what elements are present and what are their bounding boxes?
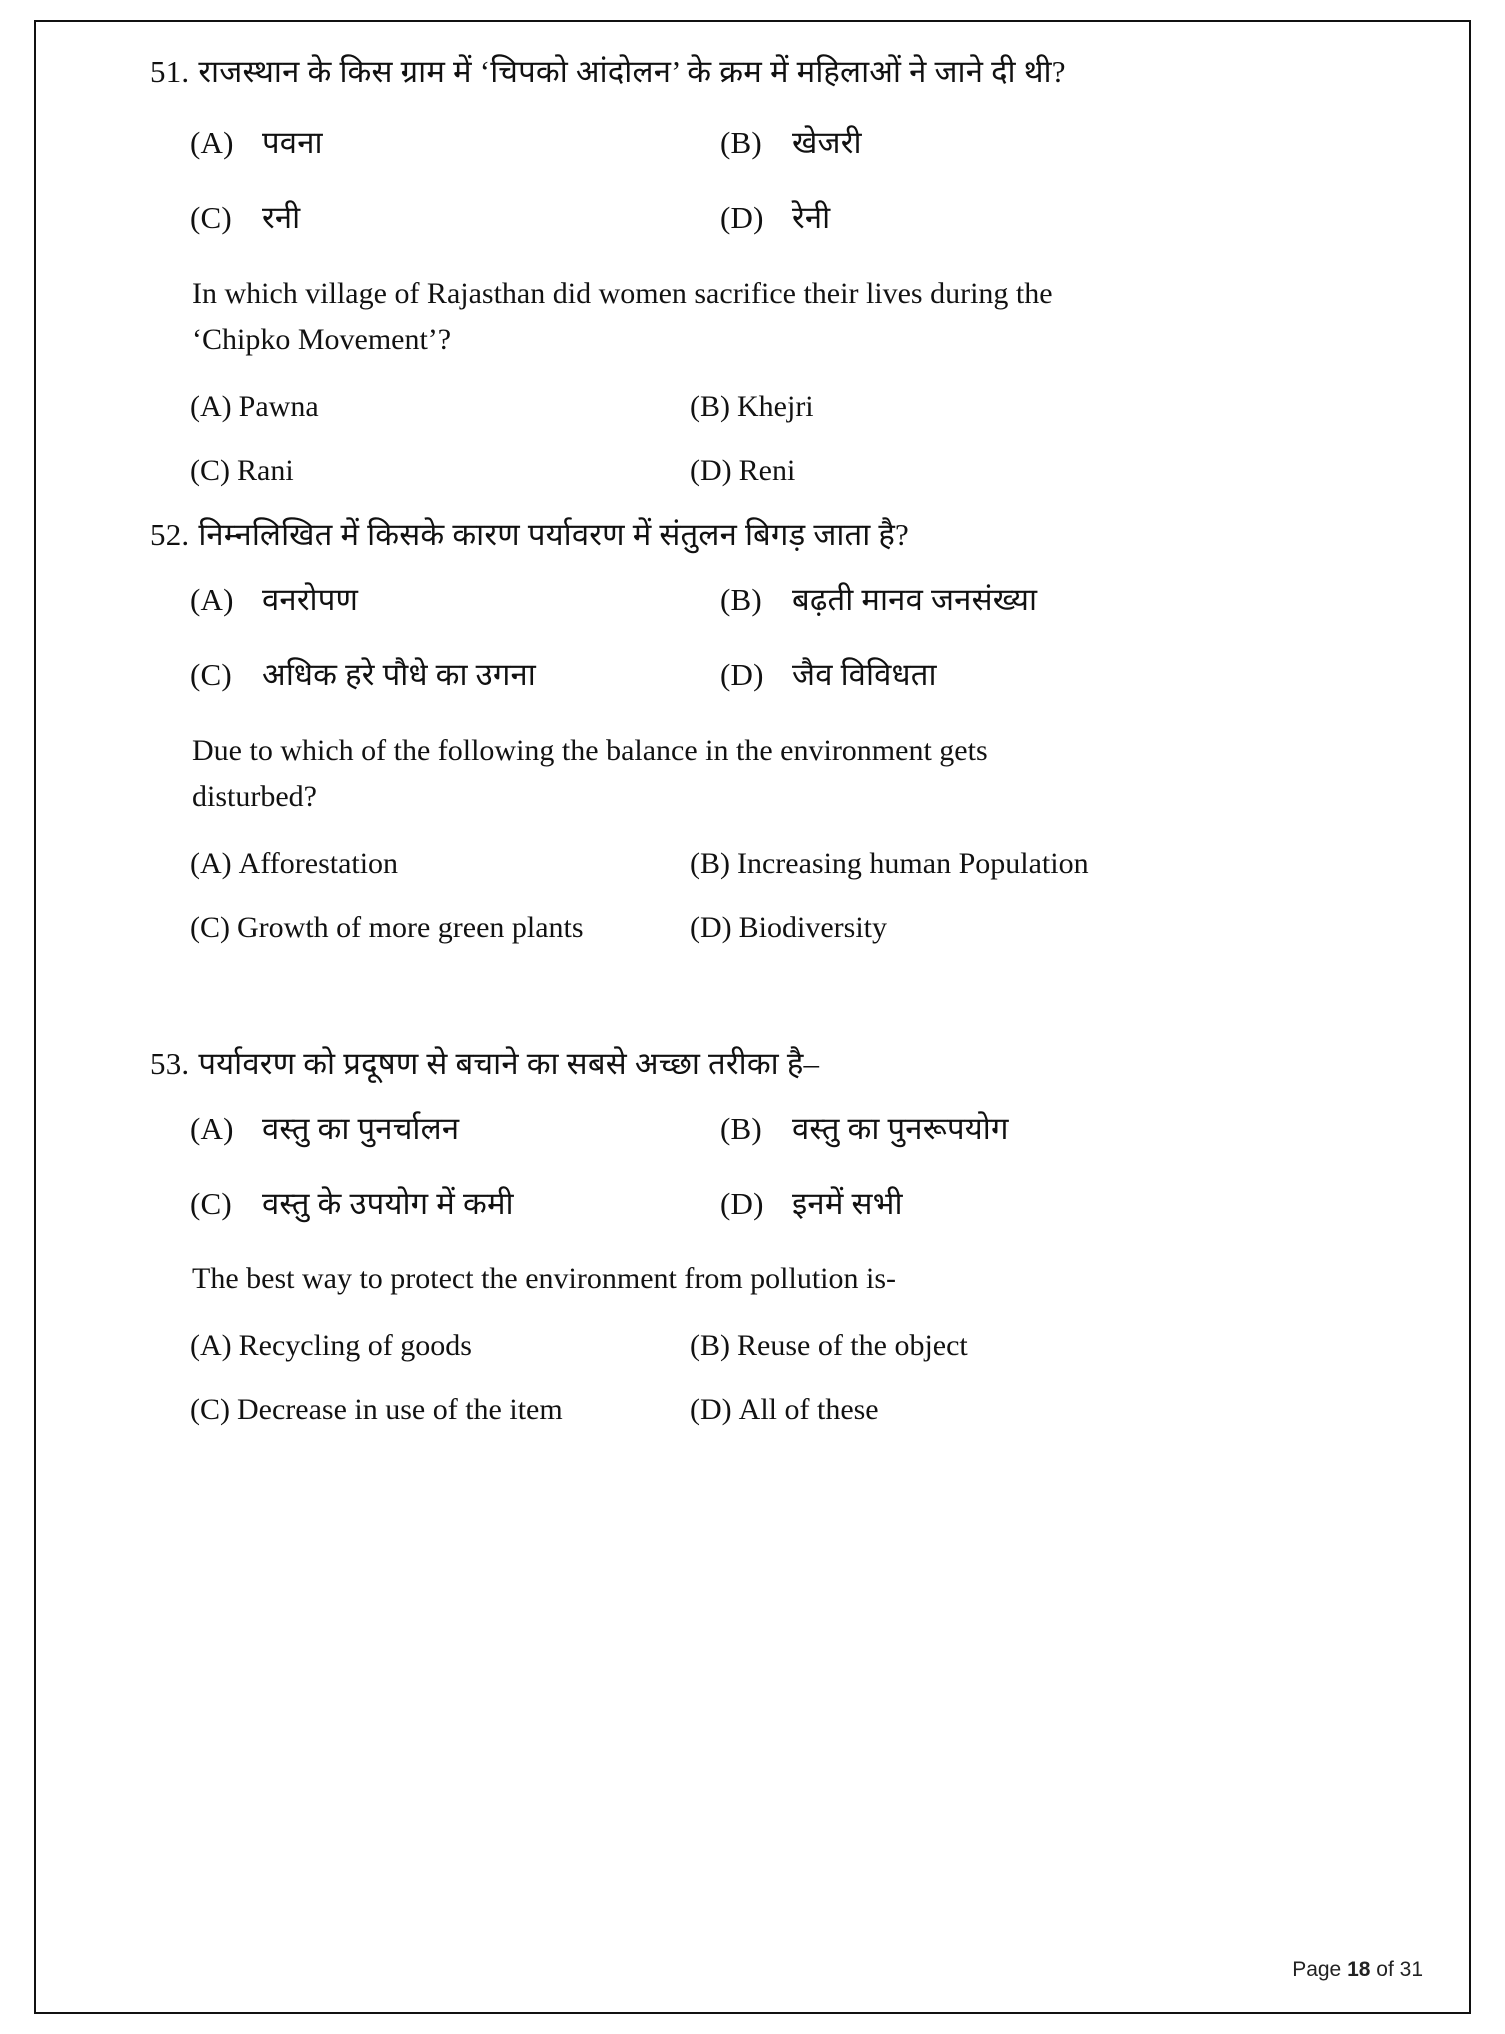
option-label-b: (B) <box>720 581 762 617</box>
option-text-a: वनरोपण <box>262 581 359 617</box>
option-text-d: इनमें सभी <box>792 1185 903 1221</box>
question-52-english-option-row-cd <box>150 905 1340 952</box>
question-53-english-option-b[interactable] <box>680 1323 1340 1370</box>
option-text-a: Recycling of goods <box>238 1328 472 1362</box>
question-53-hindi-option-b[interactable] <box>710 1107 1340 1152</box>
footer-page-number: 18 <box>1347 1958 1371 1981</box>
option-label-c: (C) <box>190 1393 230 1427</box>
question-51-hindi-option-row-ab <box>150 121 1340 166</box>
question-52-english-option-c[interactable] <box>150 905 680 952</box>
question-53-hindi-option-a[interactable] <box>150 1107 710 1152</box>
option-label-c: (C) <box>190 199 232 235</box>
option-label-d: (D) <box>720 1185 764 1221</box>
page-footer <box>1292 1958 1423 1982</box>
option-label-a: (A) <box>190 389 232 423</box>
option-label-c: (C) <box>190 1185 232 1221</box>
question-52-number: 52. <box>150 516 190 552</box>
option-text-d: Biodiversity <box>738 911 887 945</box>
option-text-a: Afforestation <box>238 846 399 880</box>
question-52-english-option-row-ab <box>150 841 1340 888</box>
footer-page-prefix: Page <box>1292 1958 1342 1981</box>
question-51-hindi-option-c[interactable] <box>150 196 710 241</box>
question-51-english-stem-line-1: In which village of Rajasthan did women sacrifice their lives during the <box>192 276 1053 310</box>
question-53-english-option-c[interactable] <box>150 1387 680 1434</box>
question-51-hindi-option-row-cd <box>150 196 1340 241</box>
option-label-d: (D) <box>690 911 732 945</box>
question-53-english-option-a[interactable] <box>150 1323 680 1370</box>
question-51-english-option-d[interactable] <box>680 448 1340 495</box>
option-label-c: (C) <box>190 911 230 945</box>
option-label-d: (D) <box>720 199 764 235</box>
question-53-hindi-option-d[interactable] <box>710 1182 1340 1227</box>
question-51-hindi-stem <box>150 50 1340 95</box>
option-text-d: रेनी <box>792 199 831 235</box>
question-53-english-option-row-cd <box>150 1387 1340 1434</box>
question-52-english-option-b[interactable] <box>680 841 1340 888</box>
question-52-english-stem <box>150 728 1212 821</box>
question-53-hindi-stem-text: पर्यावरण को प्रदूषण से बचाने का सबसे अच्छा तरीका है– <box>198 1045 820 1081</box>
option-text-c: वस्तु के उपयोग में कमी <box>262 1185 514 1221</box>
question-53-hindi-option-row-cd <box>150 1182 1340 1227</box>
question-52-english-option-d[interactable] <box>680 905 1340 952</box>
option-text-a: वस्तु का पुनर्चालन <box>262 1110 460 1146</box>
question-51-hindi-option-b[interactable] <box>710 121 1340 166</box>
option-label-b: (B) <box>720 1110 762 1146</box>
question-53-english-option-row-ab <box>150 1323 1340 1370</box>
question-52-hindi-option-c[interactable] <box>150 653 710 698</box>
question-52-hindi-option-row-cd <box>150 653 1340 698</box>
option-text-c: Rani <box>237 454 294 488</box>
question-51-english-option-row-cd <box>150 448 1340 495</box>
option-text-b: Increasing human Population <box>737 846 1089 880</box>
option-text-a: पवना <box>262 124 323 160</box>
option-text-b: खेजरी <box>792 124 862 160</box>
option-label-a: (A) <box>190 124 234 160</box>
question-51-english-option-b[interactable] <box>680 384 1340 431</box>
question-51-english-stem-line-2: ‘Chipko Movement’? <box>192 323 452 357</box>
question-block-52 <box>150 513 1340 952</box>
option-text-c: Decrease in use of the item <box>237 1393 563 1427</box>
option-text-b: Reuse of the object <box>737 1328 968 1362</box>
question-block-51 <box>150 50 1340 495</box>
question-51-english-option-a[interactable] <box>150 384 680 431</box>
question-51-english-stem <box>150 271 1212 364</box>
option-text-b: बढ़ती मानव जनसंख्या <box>792 581 1038 617</box>
question-52-hindi-stem <box>150 513 1340 558</box>
option-text-d: All of these <box>738 1393 879 1427</box>
question-51-number: 51. <box>150 54 190 89</box>
option-text-d: Reni <box>738 454 796 488</box>
question-53-hindi-option-c[interactable] <box>150 1182 710 1227</box>
question-53-hindi-stem <box>150 1042 1340 1087</box>
option-label-b: (B) <box>690 846 730 880</box>
question-52-hindi-option-a[interactable] <box>150 578 710 623</box>
option-label-d: (D) <box>690 1393 732 1427</box>
option-text-a: Pawna <box>238 389 319 423</box>
question-block-53 <box>150 1042 1340 1434</box>
option-label-a: (A) <box>190 846 232 880</box>
question-53-number: 53. <box>150 1045 190 1081</box>
footer-page-total: 31 <box>1399 1958 1423 1981</box>
question-51-hindi-option-d[interactable] <box>710 196 1340 241</box>
option-label-d: (D) <box>690 454 732 488</box>
option-label-c: (C) <box>190 656 232 692</box>
question-51-english-option-c[interactable] <box>150 448 680 495</box>
question-52-hindi-option-d[interactable] <box>710 653 1340 698</box>
page-content <box>150 50 1340 1452</box>
option-label-a: (A) <box>190 1110 234 1146</box>
question-52-english-stem-line-1: Due to which of the following the balance in the environment gets <box>192 733 988 767</box>
question-52-hindi-option-row-ab <box>150 578 1340 623</box>
option-label-b: (B) <box>690 389 730 423</box>
option-text-c: अधिक हरे पौधे का उगना <box>262 656 536 692</box>
footer-page-separator: of <box>1376 1958 1394 1981</box>
question-51-hindi-stem-text: राजस्थान के किस ग्राम में ‘चिपको आंदोलन’ के क्रम में महिलाओं ने जाने दी थी? <box>198 54 1066 89</box>
option-label-b: (B) <box>720 124 762 160</box>
question-52-hindi-option-b[interactable] <box>710 578 1340 623</box>
question-53-hindi-option-row-ab <box>150 1107 1340 1152</box>
option-text-c: रनी <box>262 199 301 235</box>
question-53-english-stem <box>150 1256 1212 1303</box>
question-53-english-option-d[interactable] <box>680 1387 1340 1434</box>
option-text-b: वस्तु का पुनरूपयोग <box>792 1110 1009 1146</box>
option-text-b: Khejri <box>737 389 814 423</box>
option-label-c: (C) <box>190 454 230 488</box>
question-51-hindi-option-a[interactable] <box>150 121 710 166</box>
question-52-english-stem-line-2: disturbed? <box>192 780 317 814</box>
option-label-d: (D) <box>720 656 764 692</box>
question-51-english-option-row-ab <box>150 384 1340 431</box>
option-text-c: Growth of more green plants <box>237 911 584 945</box>
question-53-english-stem-line-1: The best way to protect the environment from pollution is- <box>192 1262 897 1296</box>
option-label-b: (B) <box>690 1328 730 1362</box>
question-52-english-option-a[interactable] <box>150 841 680 888</box>
section-spacer <box>150 970 1340 1042</box>
option-label-a: (A) <box>190 1328 232 1362</box>
question-52-hindi-stem-text: निम्नलिखित में किसके कारण पर्यावरण में संतुलन बिगड़ जाता है? <box>198 516 910 552</box>
option-text-d: जैव विविधता <box>792 656 937 692</box>
option-label-a: (A) <box>190 581 234 617</box>
